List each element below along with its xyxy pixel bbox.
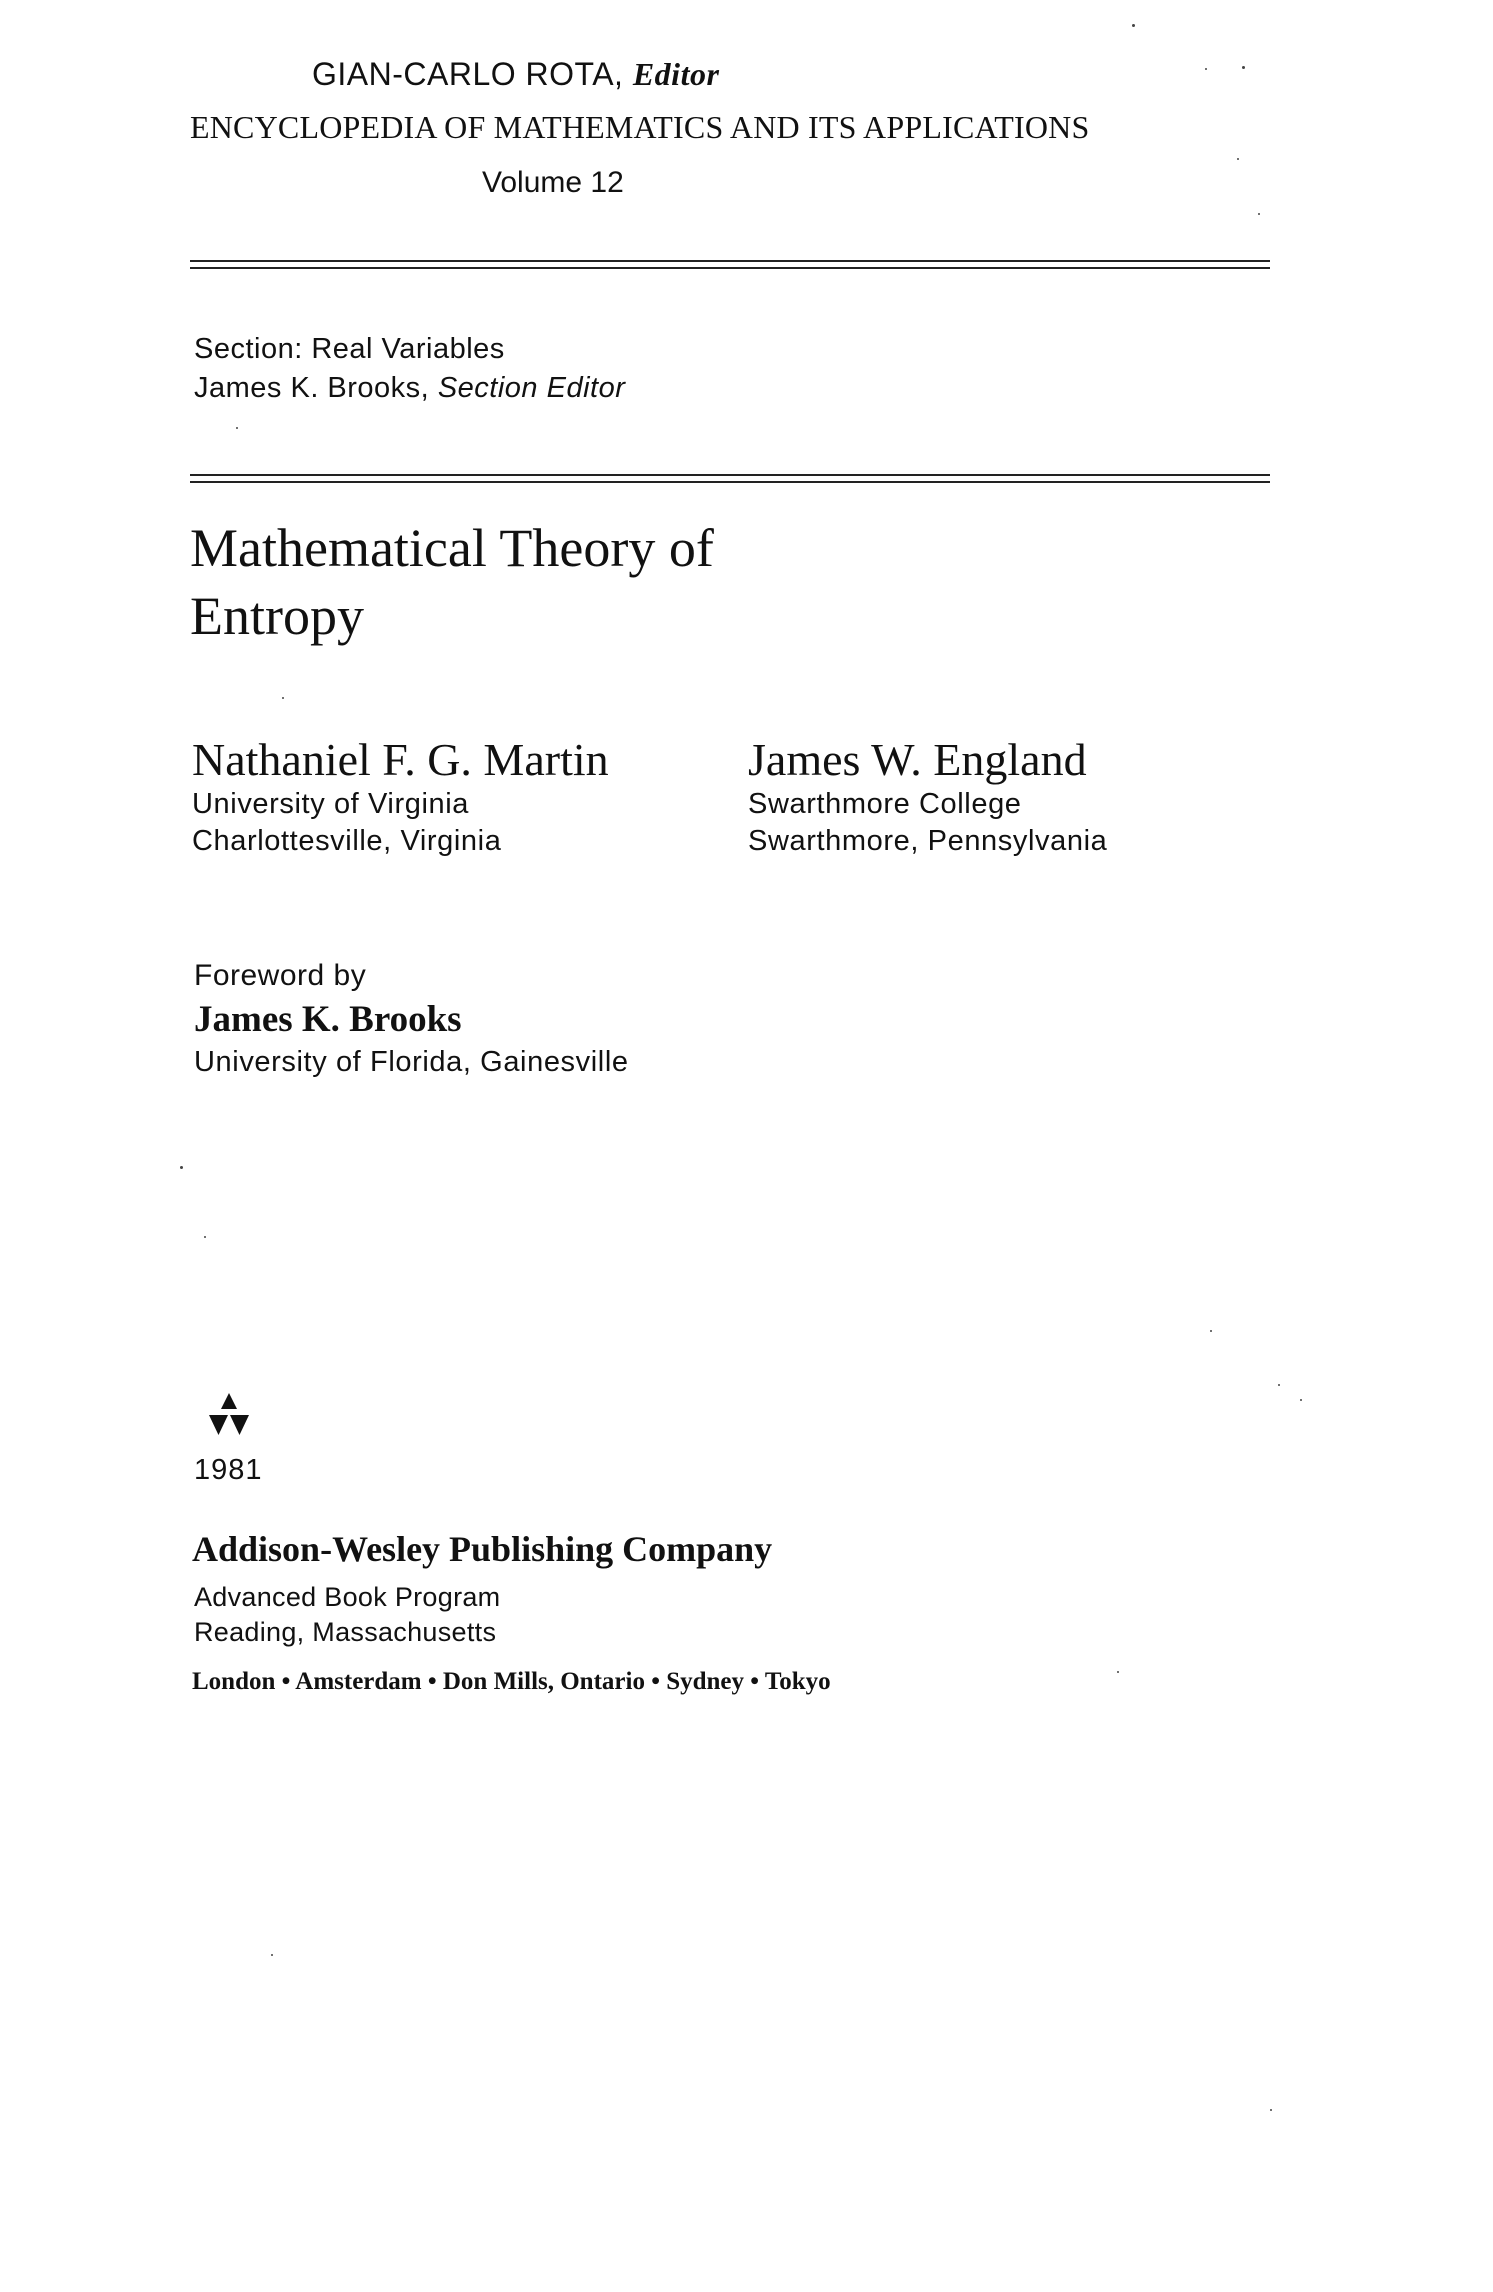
section-editor-role: Section Editor [437, 372, 626, 404]
scan-speck [204, 1236, 206, 1238]
scan-speck [1270, 2109, 1272, 2111]
foreword-label: Foreword by [194, 959, 367, 992]
book-title-line-2: Entropy [190, 586, 364, 646]
volume-number: Volume 12 [482, 166, 624, 199]
double-rule-top [190, 260, 1270, 269]
scan-speck [271, 1954, 273, 1956]
scan-speck [282, 697, 284, 699]
book-title [190, 514, 890, 650]
scan-speck [1117, 1671, 1119, 1673]
section-editor [194, 372, 625, 405]
author-name: Nathaniel F. G. Martin [192, 734, 609, 785]
author-block [192, 733, 609, 860]
series-title: ENCYCLOPEDIA OF MATHEMATICS AND ITS APPLICATIONS [190, 109, 1090, 145]
series-editor-name: GIAN-CARLO ROTA, [312, 56, 624, 92]
publisher-city: Reading, Massachusetts [194, 1617, 497, 1647]
scan-speck [180, 1166, 183, 1169]
author-affiliation: Swarthmore College [748, 788, 1022, 820]
scan-speck [1205, 68, 1207, 70]
scan-speck [1300, 1399, 1302, 1401]
author-affiliation: University of Virginia [192, 788, 469, 820]
series-editor [312, 56, 719, 93]
author-location: Swarthmore, Pennsylvania [748, 825, 1108, 857]
scan-speck [236, 427, 238, 429]
author-name: James W. England [748, 734, 1087, 785]
scan-speck [1237, 158, 1239, 160]
scan-speck [1278, 1384, 1280, 1386]
scan-speck [1132, 24, 1135, 27]
section-label: Section: Real Variables [194, 333, 505, 365]
author-location: Charlottesville, Virginia [192, 825, 502, 857]
addison-wesley-triangles-icon [208, 1393, 250, 1439]
book-title-line-1: Mathematical Theory of [190, 518, 714, 578]
publisher-program: Advanced Book Program [194, 1582, 501, 1612]
publication-year: 1981 [194, 1454, 263, 1486]
foreword-author-name: James K. Brooks [194, 999, 462, 1040]
publisher-name: Addison-Wesley Publishing Company [192, 1529, 773, 1569]
foreword-author-affiliation: University of Florida, Gainesville [194, 1046, 629, 1078]
section-editor-name: James K. Brooks, [194, 372, 430, 404]
scan-speck [1258, 213, 1260, 215]
publisher-other-cities: London • Amsterdam • Don Mills, Ontario • Sydney • Tokyo [192, 1668, 831, 1695]
scan-speck [1242, 66, 1245, 69]
double-rule-bottom [190, 474, 1270, 483]
series-editor-role: Editor [632, 56, 720, 92]
scan-speck [1210, 1330, 1212, 1332]
author-block [748, 733, 1107, 860]
